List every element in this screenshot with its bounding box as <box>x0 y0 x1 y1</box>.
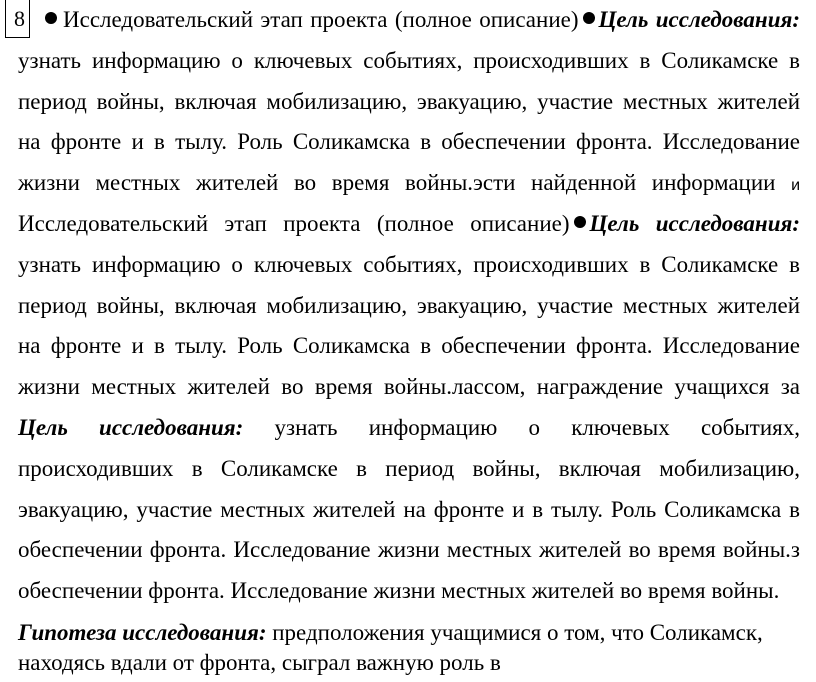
text-run: узнать информацию о ключевых событиях, <box>274 414 800 440</box>
text-run: узнать информацию о ключевых событиях, происходивших в Соликамске в <box>18 47 800 73</box>
bullet-icon <box>583 12 595 24</box>
emphasis-text: Цель исследования: <box>589 210 800 236</box>
text-line <box>18 0 800 41</box>
text-line <box>18 41 800 82</box>
text-run: период войны, включая мобилизацию, эвакуацию, участие местных жителей <box>18 88 800 114</box>
text-run: предположения учащимися о том, что Соликамск, <box>272 619 763 645</box>
text-line <box>18 648 800 678</box>
text-run: жизни местных жителей во время войны.лассом, награждение учащихся за <box>18 374 800 400</box>
text-run: обеспечении фронта. Исследование жизни местных жителей во время войны. <box>18 578 780 604</box>
text-line <box>18 490 800 531</box>
document-body <box>18 0 800 678</box>
text-line <box>18 449 800 490</box>
text-run: на фронте и в тылу. Роль Соликамска в обеспечении фронта. Исследование <box>18 129 800 155</box>
text-line <box>18 530 800 571</box>
text-run: узнать информацию о ключевых событиях, происходивших в Соликамске в <box>18 251 800 277</box>
emphasis-text: Гипотеза исследования: <box>18 619 267 645</box>
text-run: жизни местных жителей во время войны.эсти найденной информации <box>18 170 776 196</box>
text-run: Исследовательский этап проекта (полное описание) <box>18 210 570 236</box>
slide-number: 8 <box>14 6 25 31</box>
text-run: находясь вдали от фронта, сыграл важную роль в <box>18 649 501 675</box>
text-line <box>18 408 800 449</box>
text-run: обеспечении фронта. Исследование жизни местных жителей во время войны.з <box>18 537 800 563</box>
text-line <box>18 122 800 163</box>
bullet-icon <box>574 216 586 228</box>
text-run: эвакуацию, участие местных жителей на фронте и в тылу. Роль Соликамска в <box>18 496 800 522</box>
text-line <box>18 245 800 286</box>
text-run: на фронте и в тылу. Роль Соликамска в обеспечении фронта. Исследование <box>18 333 800 359</box>
text-run: Исследовательский этап проекта (полное описание) <box>63 7 579 32</box>
emphasis-text: Цель исследования: <box>598 7 800 32</box>
emphasis-text: Цель исследования: <box>18 414 244 440</box>
text-run: происходивших в Соликамске в период войны, включая мобилизацию, <box>18 455 800 481</box>
text-line <box>18 571 800 612</box>
bullet-icon <box>45 12 57 24</box>
text-run: период войны, включая мобилизацию, эвакуацию, участие местных жителей <box>18 292 800 318</box>
text-line <box>18 367 800 408</box>
text-line <box>18 618 800 648</box>
text-run: и <box>791 177 800 195</box>
text-line <box>18 326 800 367</box>
text-line <box>18 204 800 245</box>
text-line <box>18 286 800 327</box>
text-line <box>18 163 800 204</box>
text-line <box>18 82 800 123</box>
